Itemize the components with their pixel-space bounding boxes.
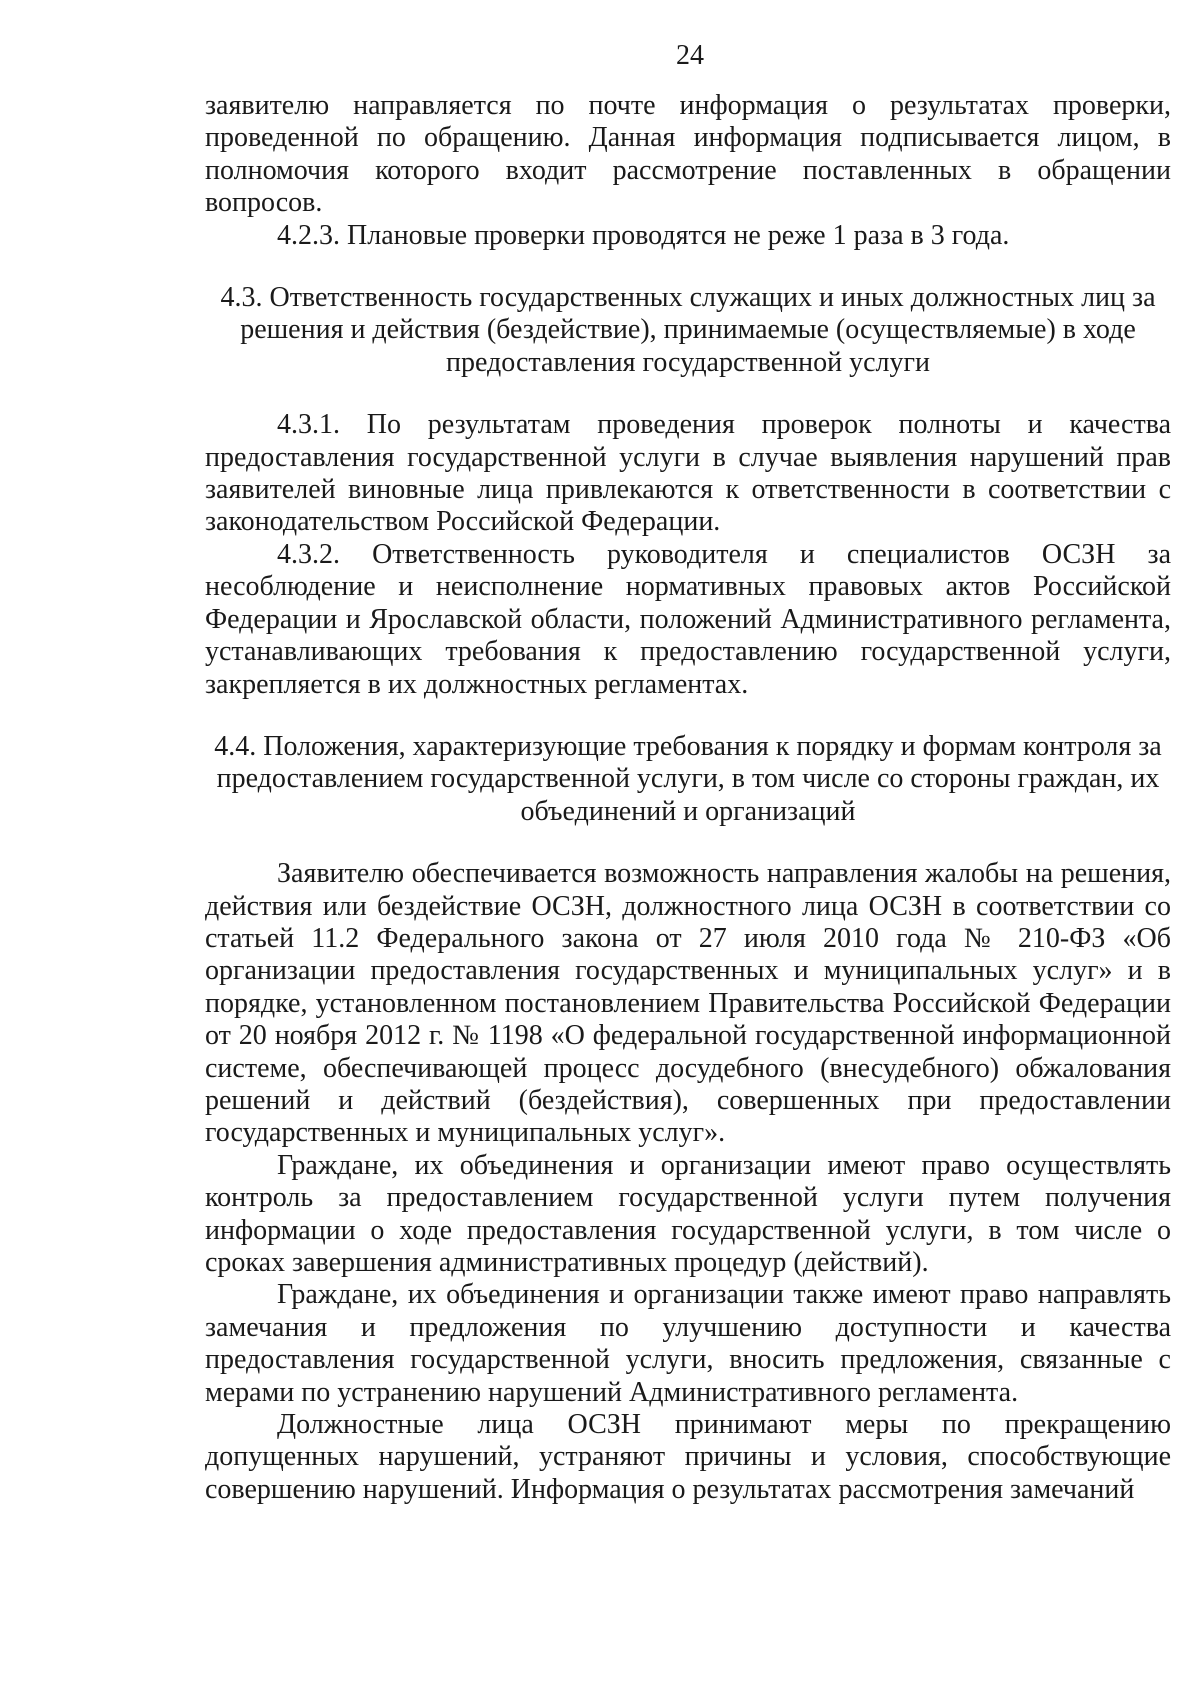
paragraph-4-3-1: 4.3.1. По результатам проведения проверок полноты и качества предоставления государственной услуги в случае выявления нарушений прав заявителей виновные лица привлекаются к ответственности в соответствии с законодательством Российской Федерации. xyxy=(205,409,1171,538)
paragraph-complaint: Заявителю обеспечивается возможность направления жалобы на решения, действия или бездействие ОСЗН, должностного лица ОСЗН в соответствии со статьей 11.2 Федерального закона от 27 июля 2010 года № 210-ФЗ «Об организации предоставления государственных и муниципальных услуг» и в порядке, установленном постановлением Правительства Российской Федерации от 20 ноября 2012 г. № 1198 «О федеральной государственной информационной системе, обеспечивающей процесс досудебного (внесудебного) обжалования решений и действий (бездействия), совершенных при предоставлении государственных и муниципальных услуг». xyxy=(205,858,1171,1149)
page-body xyxy=(205,90,1171,1506)
paragraph-citizens-remarks: Граждане, их объединения и организации также имеют право направлять замечания и предложения по улучшению доступности и качества предоставления государственной услуги, вносить предложения, связанные с мерами по устранению нарушений Административного регламента. xyxy=(205,1279,1171,1408)
paragraph-continuation: заявителю направляется по почте информация о результатах проверки, проведенной по обращению. Данная информация подписывается лицом, в полномочия которого входит рассмотрение поставленных в обращении вопросов. xyxy=(205,90,1171,219)
paragraph-4-2-3: 4.2.3. Плановые проверки проводятся не реже 1 раза в 3 года. xyxy=(277,219,1010,251)
paragraph-officials: Должностные лица ОСЗН принимают меры по прекращению допущенных нарушений, устраняют причины и условия, способствующие совершению нарушений. Информация о результатах рассмотрения замечаний xyxy=(205,1409,1171,1505)
paragraph-citizens-control: Граждане, их объединения и организации имеют право осуществлять контроль за предоставлением государственной услуги путем получения информации о ходе предоставления государственной услуги, в том числе о сроках завершения административных процедур (действий). xyxy=(205,1149,1171,1278)
section-heading-4-3: 4.3. Ответственность государственных служащих и иных должностных лиц за решения и действия (бездействие), принимаемые (осуществляемые) в ходе предоставления государственной услуги xyxy=(220,282,1156,378)
page-number: 24 xyxy=(676,40,704,71)
paragraph-4-3-2: 4.3.2. Ответственность руководителя и специалистов ОСЗН за несоблюдение и неисполнение нормативных правовых актов Российской Федерации и Ярославской области, положений Административного регламента, устанавливающих требования к предоставлению государственной услуги, закрепляется в их должностных регламентах. xyxy=(205,538,1171,700)
section-heading-4-4: 4.4. Положения, характеризующие требования к порядку и формам контроля за предоставлением государственной услуги, в том числе со стороны граждан, их объединений и организаций xyxy=(214,730,1162,827)
